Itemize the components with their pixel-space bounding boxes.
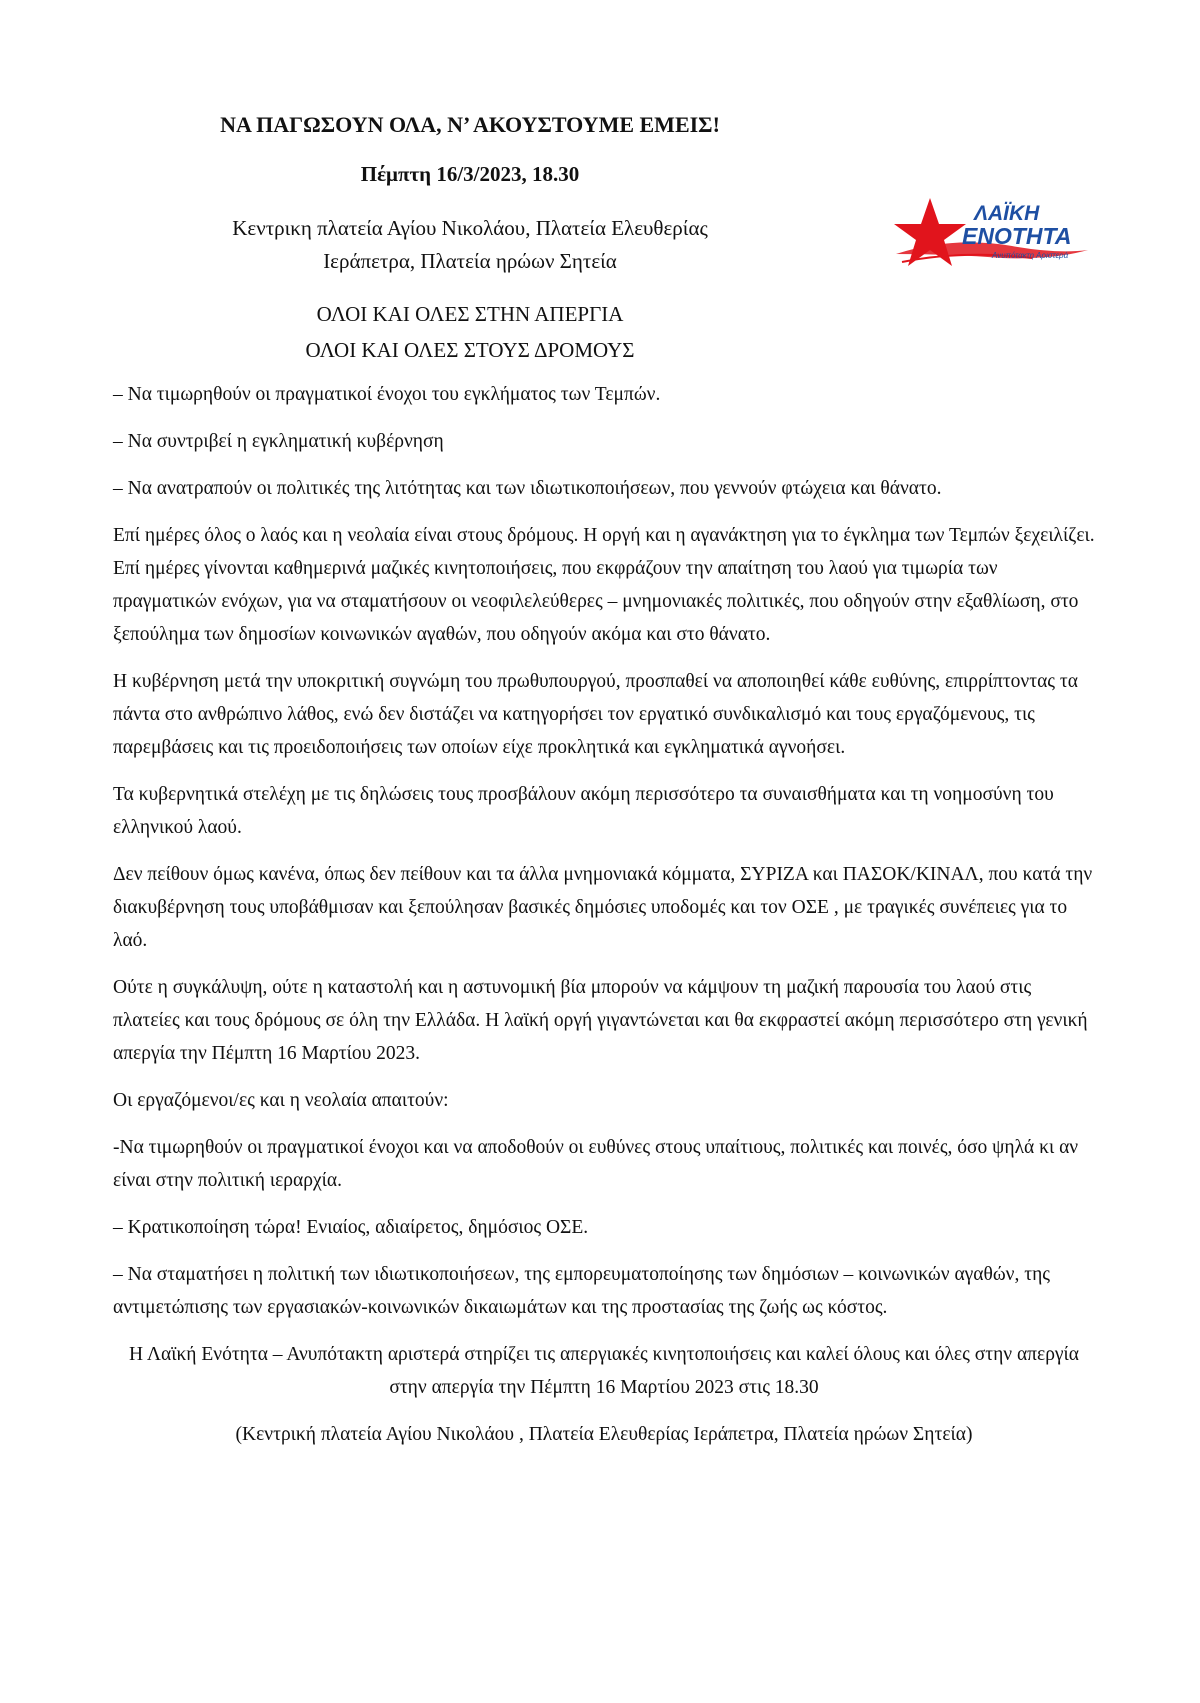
demand-3: – Να ανατραπούν οι πολιτικές της λιτότητας και των ιδιωτικοποιήσεων, που γεννούν φτώχεια και θάνατο. <box>113 478 942 499</box>
requirement-3: – Να σταματήσει η πολιτική των ιδιωτικοποιήσεων, της εμπορευματοποίησης των δημόσιων – κοινωνικών αγαθών, της αντιμετώπισης των εργασιακών-κοινωνικών δικαιωμάτων και της προστασίας της ζωής ως κόστος. <box>113 1264 1050 1318</box>
slogans <box>150 296 790 368</box>
paragraph-3: Τα κυβερνητικά στελέχη με τις δηλώσεις τους προσβάλουν ακόμη περισσότερο τα συναισθήματα και τη νοημοσύνη του ελληνικού λαού. <box>113 784 1054 838</box>
party-logo <box>892 196 1092 286</box>
logo-text-3: Ανυπότακτη Αριστερά <box>992 251 1069 260</box>
requirement-2: – Κρατικοποίηση τώρα! Ενιαίος, αδιαίρετος, δημόσιος ΟΣΕ. <box>113 1217 589 1238</box>
logo-text-2: ΕΝΟΤΗΤΑ <box>962 223 1072 249</box>
logo-text-1: ΛΑΪΚΗ <box>974 202 1040 225</box>
paragraph-1: Επί ημέρες όλος ο λαός και η νεολαία είναι στους δρόμους. Η οργή και η αγανάκτηση για το έγκλημα των Τεμπών ξεχειλίζει. Επί ημέρες γίνονται καθημερινά μαζικές κινητοποιήσεις, που εκφράζουν την απαίτηση του λαού για τιμωρία των πραγματικών ενόχων, για να σταματήσουν οι νεοφιλελεύθερες – μνημονιακές πολιτικές, που οδηγούν στην εξαθλίωση, στο ξεπούλημα των δημοσίων κοινωνικών αγαθών, που οδηγούν ακόμα και στο θάνατο. <box>113 525 1095 645</box>
demand-1: – Να τιμωρηθούν οι πραγματικοί ένοχοι του εγκλήματος των Τεμπών. <box>113 384 661 405</box>
slogan-1: ΟΛΟΙ ΚΑΙ ΟΛΕΣ ΣΤΗΝ ΑΠΕΡΓΙΑ <box>316 302 624 326</box>
closing-locations: (Κεντρική πλατεία Αγίου Νικολάου , Πλατεία Ελευθερίας Ιεράπετρα, Πλατεία ηρώων Σητεία) <box>235 1424 973 1445</box>
event-locations <box>150 212 790 278</box>
paragraph-2: Η κυβέρνηση μετά την υποκριτική συγνώμη του πρωθυπουργού, προσπαθεί να αποποιηθεί κάθε ευθύνης, επιρρίπτοντας τα πάντα στο ανθρώπινο λάθος, ενώ δεν διστάζει να κατηγορήσει τον εργατικό συνδικαλισμό και τους εργαζόμενους, τις παρεμβάσεις και τις προειδοποιήσεις των οποίων είχε προκλητικά και εγκληματικά αγνοήσει. <box>113 671 1078 758</box>
paragraph-6: Οι εργαζόμενοι/ες και η νεολαία απαιτούν: <box>113 1090 449 1111</box>
locations-line-1: Κεντρικη πλατεία Αγίου Νικολάου, Πλατεία Ελευθερίας <box>232 216 708 240</box>
closing-statement: Η Λαϊκή Ενότητα – Ανυπότακτη αριστερά στηρίζει τις απεργιακές κινητοποιήσεις και καλεί όλους και όλες στην απεργία στην απεργία την Πέμπτη 16 Μαρτίου 2023 στις 18.30 <box>128 1344 1080 1398</box>
document-body <box>113 378 1095 1465</box>
document-title: ΝΑ ΠΑΓΩΣΟΥΝ ΟΛΑ, Ν’ ΑΚΟΥΣΤΟΥΜΕ ΕΜΕΙΣ! <box>220 112 720 137</box>
demand-2: – Να συντριβεί η εγκληματική κυβέρνηση <box>113 431 444 452</box>
requirement-1: -Να τιμωρηθούν οι πραγματικοί ένοχοι και να αποδοθούν οι ευθύνες στους υπαίτιους, πολιτικές και ποινές, όσο ψηλά κι αν είναι στην πολιτική ιεραρχία. <box>113 1137 1079 1191</box>
paragraph-4: Δεν πείθουν όμως κανένα, όπως δεν πείθουν και τα άλλα μνημονιακά κόμματα, ΣΥΡΙΖΑ και ΠΑΣΟΚ/ΚΙΝΑΛ, που κατά την διακυβέρνηση τους υποβάθμισαν και ξεπούλησαν βασικές δημόσιες υποδομές και τον ΟΣΕ , με τραγικές συνέπειες για το λαό. <box>113 864 1093 951</box>
locations-line-2: Ιεράπετρα, Πλατεία ηρώων Σητεία <box>323 249 617 273</box>
paragraph-5: Ούτε η συγκάλυψη, ούτε η καταστολή και η αστυνομική βία μπορούν να κάμψουν τη μαζική παρουσία του λαού στις πλατείες και τους δρόμους σε όλη την Ελλάδα. Η λαϊκή οργή γιγαντώνεται και θα εκφραστεί ακόμη περισσότερο στη γενική απεργία την Πέμπτη 16 Μαρτίου 2023. <box>113 977 1088 1064</box>
slogan-2: ΟΛΟΙ ΚΑΙ ΟΛΕΣ ΣΤΟΥΣ ΔΡΟΜΟΥΣ <box>305 338 635 362</box>
event-date: Πέμπτη 16/3/2023, 18.30 <box>360 162 580 186</box>
